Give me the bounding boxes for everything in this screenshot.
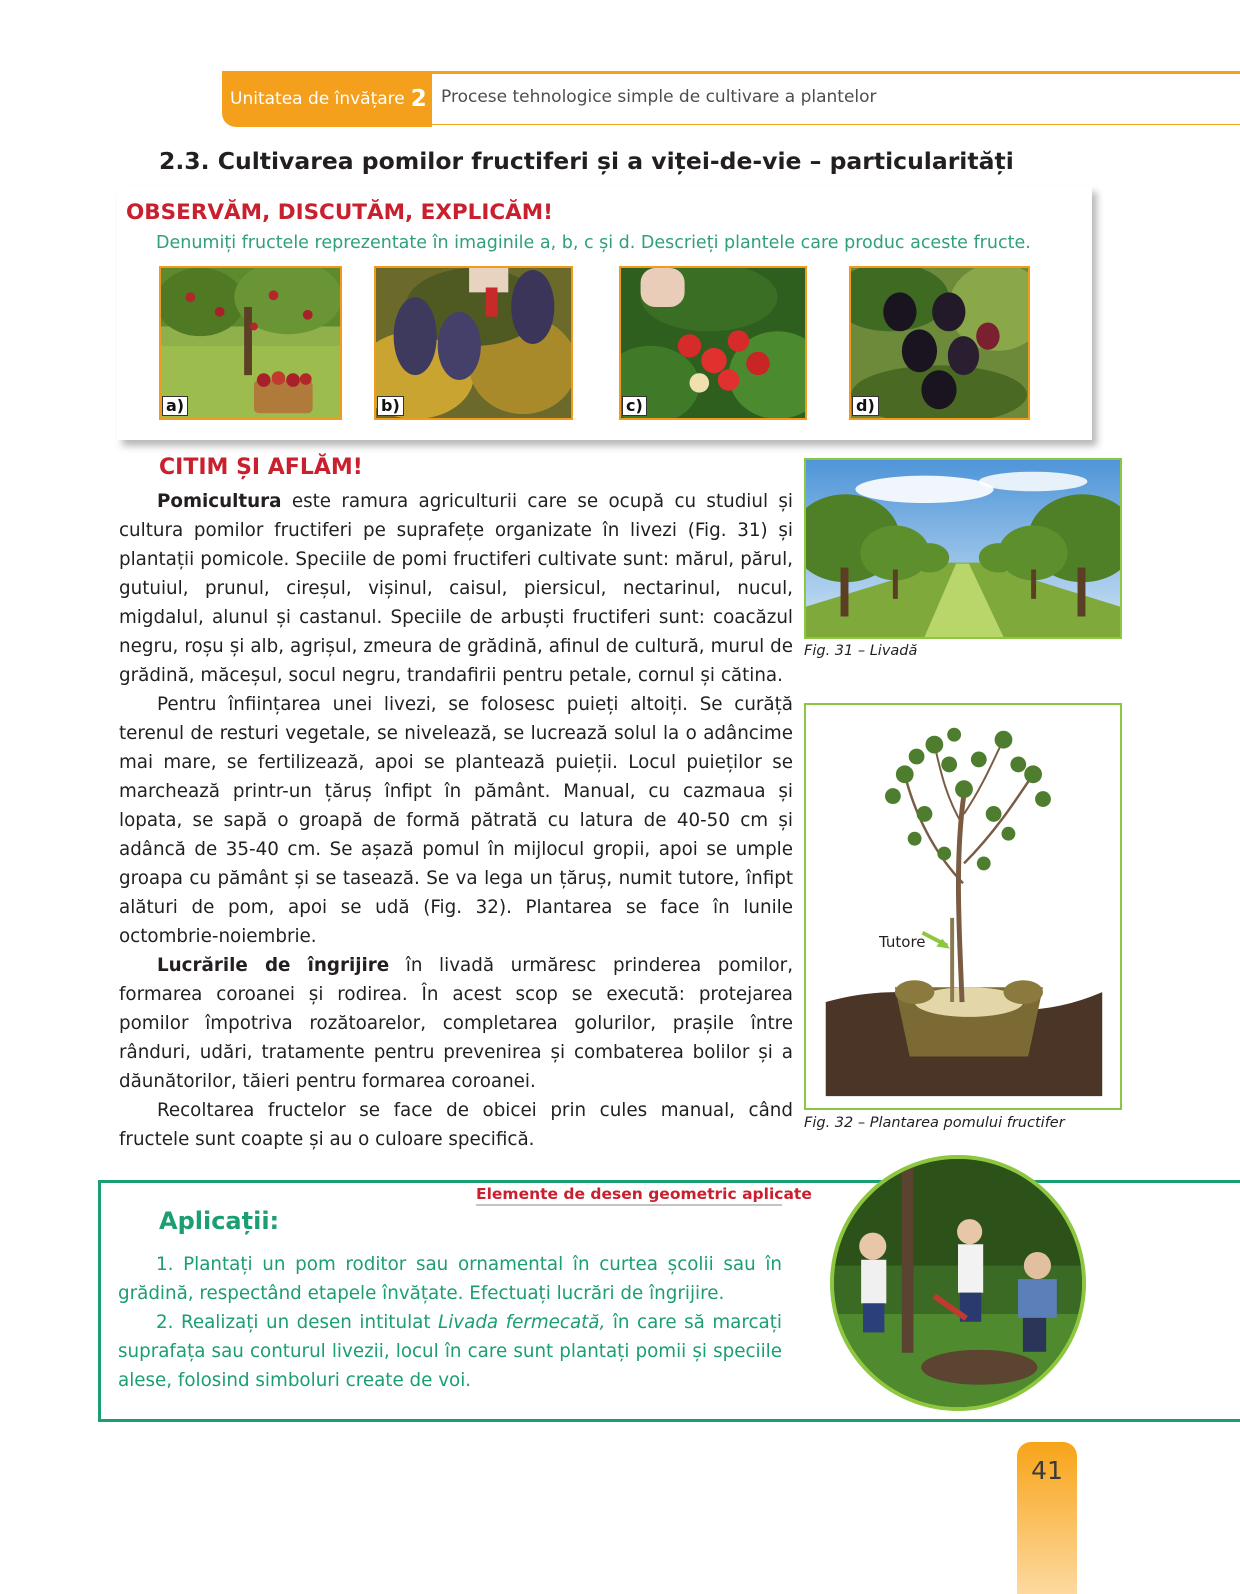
- section-title: 2.3. Cultivarea pomilor fructiferi și a viței-de-vie – particularități: [159, 147, 1014, 175]
- paragraph-pomicultura: [119, 487, 793, 690]
- paragraph-text: este ramura agriculturii care se ocupă cu studiul și cultura pomilor fructiferi pe suprafețe organizate în livezi (Fig. 31) și plantații pomicole. Speciile de pomi fructiferi cultivate sunt: mărul, părul, gutuiul, prunul, cireșul, vișinul, caisul, piersicul, nectarinul, nucul, migdalul, alunul și castanul. Speciile de arbuști fructiferi sunt: coacăzul negru, roșu și alb, agrișul, zmeura de grădină, afinul de cultură, murul de grădină, măceșul, socul negru, trandafirii pentru petale, cornul și cătina.: [119, 491, 793, 686]
- applications-heading: Aplicații:: [159, 1207, 280, 1235]
- observe-instruction: Denumiți fructele reprezentate în imaginile a, b, c și d. Descrieți plantele care produc aceste fructe.: [156, 233, 1031, 253]
- figure-32-caption: Fig. 32 – Plantarea pomului fructifer: [804, 1115, 1065, 1131]
- paragraph-plantare: Pentru înființarea unei livezi, se folosesc puieți altoiți. Se curăță terenul de resturi vegetale, se nivelează, se lucrează solul la o adâncime mai mare, se fertilizează, apoi se plantează puieții. Locul puieților se marchează printr-un țăruș înfipt în pământ. Manual, cu cazmaua și lopata, se sapă o groapă de formă pătrată cu latura de 40-50 cm și adâncă de 35-40 cm. Se așază pomul în mijlocul gropii, apoi se umple groapa cu pământ și se tasează. Se va lega un țăruș, numit tutore, înfipt alături de pom, apoi se udă (Fig. 32). Plantarea se face în lunile octombrie-noiembrie.: [119, 694, 793, 947]
- tutore-label: Tutore: [879, 933, 926, 951]
- application-text: în care să marcați suprafața sau conturul livezii, locul în care sunt plantați pomii și speciile alese, folosind simboluri create de voi.: [118, 1312, 782, 1391]
- orchard-figure: [804, 458, 1122, 639]
- strawberries-photo: [619, 266, 807, 420]
- unit-title: Procese tehnologice simple de cultivare a plantelor: [441, 87, 877, 107]
- paragraph-ingrijire: [119, 951, 793, 1096]
- photo-label-b: b): [377, 396, 404, 416]
- page-number: 41: [1031, 1456, 1063, 1485]
- paragraph-recoltare: Recoltarea fructelor se face de obicei prin cules manual, când fructele sunt coapte și au o culoare specifică.: [119, 1100, 793, 1150]
- grapes-photo: [374, 266, 573, 420]
- unit-label: Unitatea de învățare: [230, 89, 405, 109]
- observe-heading: OBSERVĂM, DISCUTĂM, EXPLICĂM!: [126, 200, 553, 225]
- blackberries-photo: [849, 266, 1030, 420]
- term-lucrari-ingrijire: Lucrările de îngrijire: [157, 955, 390, 976]
- applications-tag: Elemente de desen geometric aplicate: [476, 1185, 782, 1206]
- reading-body: [119, 487, 793, 1154]
- photo-label-d: d): [852, 396, 879, 416]
- application-item-1: 1. Plantați un pom roditor sau ornamental în curtea școlii sau în grădină, respectând etapele învățate. Efectuați lucrări de îngrijire.: [118, 1254, 782, 1304]
- application-text: 2. Realizați un desen intitulat: [156, 1312, 439, 1333]
- term-pomicultura: Pomicultura: [157, 491, 282, 512]
- figure-31-caption: Fig. 31 – Livadă: [804, 643, 918, 659]
- application-item-2: [118, 1308, 782, 1395]
- photo-label-a: a): [162, 396, 188, 416]
- unit-badge: [222, 71, 432, 127]
- unit-number: 2: [410, 86, 427, 112]
- photo-label-c: c): [622, 396, 647, 416]
- drawing-title: Livada fermecată,: [438, 1312, 606, 1333]
- header-underline: [430, 124, 1240, 125]
- paragraph-text: în livadă urmăresc prinderea pomilor, formarea coroanei și rodirea. În acest scop se execută: protejarea pomilor împotriva rozătoarelor, completarea golurilor, prașile între rânduri, udări, tratamente pentru prevenirea și combaterea bolilor și a dăunătorilor, tăieri pentru formarea coroanei.: [119, 955, 794, 1092]
- reading-heading: CITIM ȘI AFLĂM!: [159, 455, 363, 480]
- children-planting-photo: [830, 1155, 1086, 1411]
- tree-planting-figure: [804, 703, 1122, 1110]
- apple-orchard-photo: [159, 266, 342, 420]
- applications-list: [118, 1250, 782, 1395]
